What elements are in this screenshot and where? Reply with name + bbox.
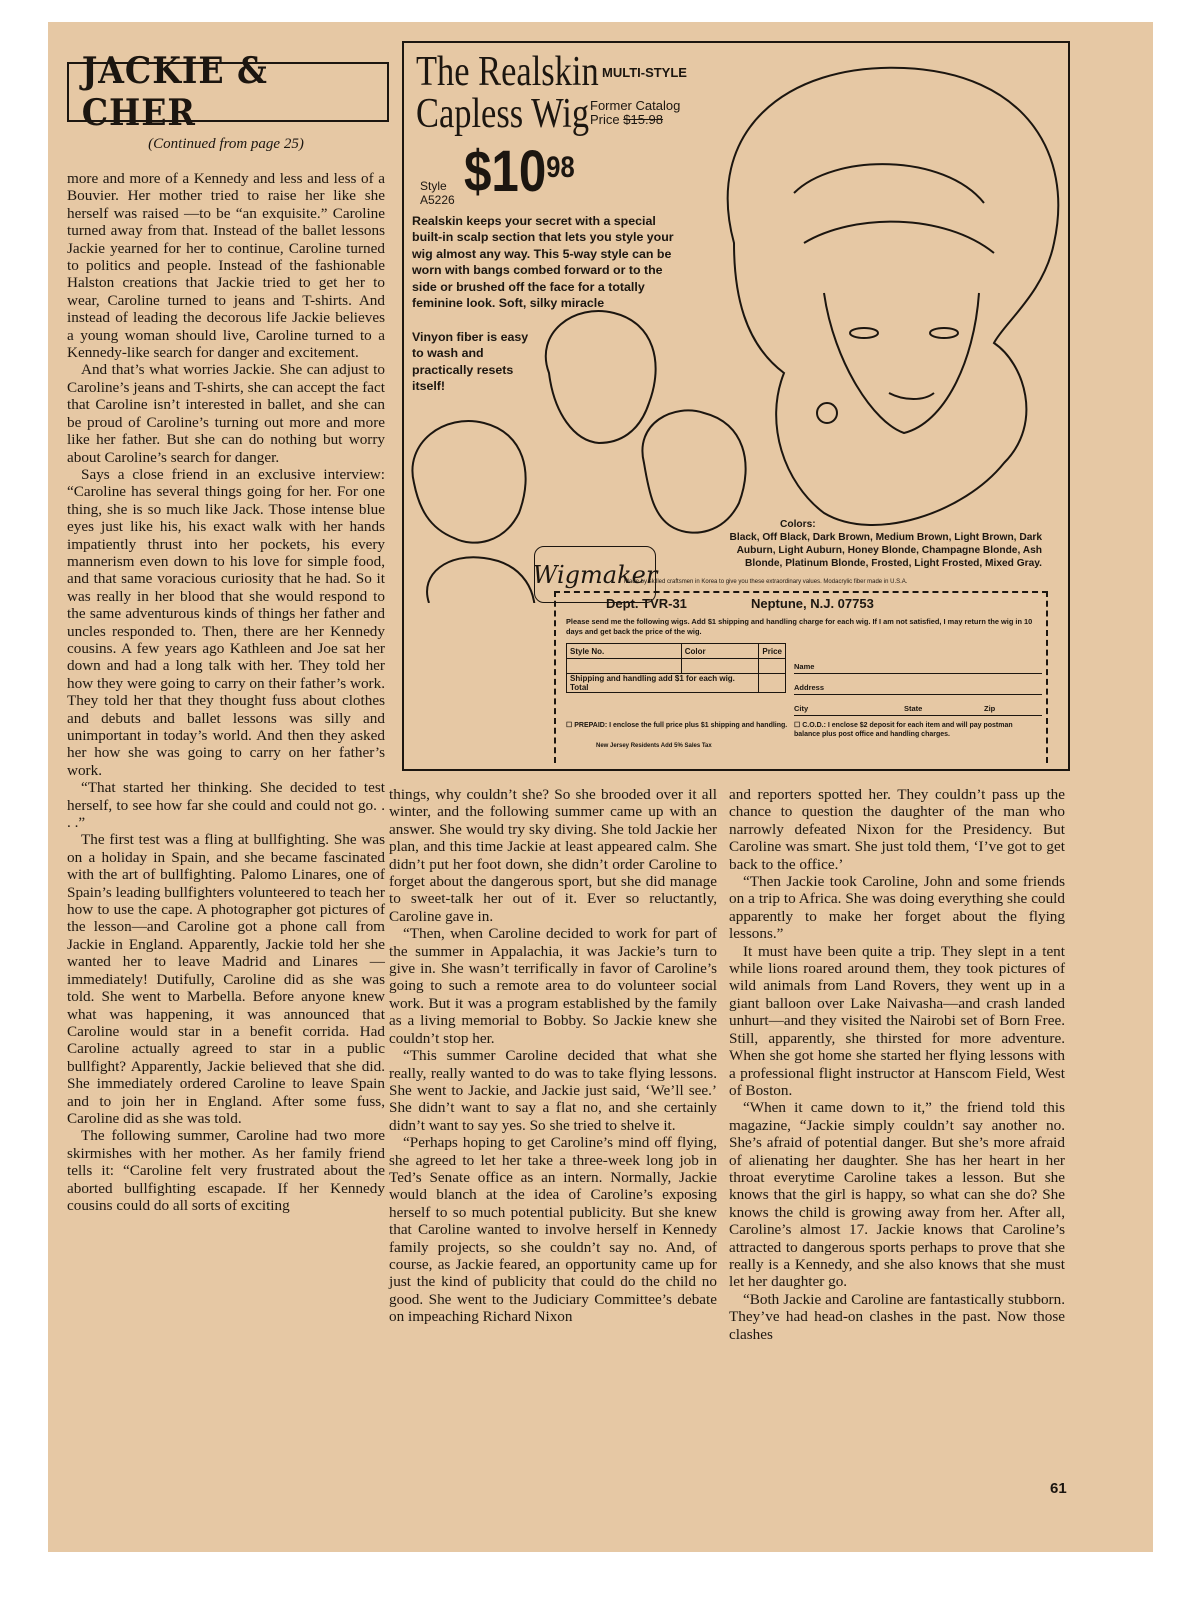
city-state-zip-field[interactable]: City State Zip <box>794 695 1042 716</box>
paragraph: Says a close friend in an exclusive interview: “Caroline has several things going for her. For one thing, she is so much like Jack. Those intense blue eyes just like his, his exact walk with her hands impatiently thrust into her pockets, his every mannerism even down to his love for simple food, and that same voracious curiosity that he had. So it was really in her blood that she would respond to the same adventurous kinds of things her father and uncles responded to. Then, there are her Kennedy cousins. A few years ago Kathleen and Joe sat her down and had a long talk with her. They told her how they were going to carry on their father’s work. They told her that they thought fuss about clothes and debuts and ballet lessons was silly and unimportant in today’s world. And then they asked her how she was going to carry on her father’s work. <box>67 465 385 779</box>
paragraph: more and more of a Kennedy and less and less of a Bouvier. Her mother tried to raise her like she herself was raised —to be “an exquisite.” Caroline turned away from that. Instead of the ballet lessons Jackie yearned for her to continue, Caroline turned to politics and people. Instead of the fashionable Halston creations that Jackie tried to get her to wear, Caroline turned to jeans and T-shirts. And instead of leading the decorous life Jackie believes a young woman should live, Caroline turned to a Kennedy-like search for danger and excitement. <box>67 170 385 362</box>
cod-option[interactable]: ☐ C.O.D.: I enclose $2 deposit for each item and will pay postman balance plus post office and handling charges. <box>794 722 1013 738</box>
paragraph: “Then, when Caroline decided to work for part of the summer in Appalachia, it was Jackie’s turn to give in. She wasn’t terrifically in favor of Caroline’s going to such a remote area to do volunteer social work. But it was a program established by the family as a living memorial to Bobby. So Jackie knew she couldn’t stop her. <box>389 925 717 1047</box>
coupon-location: Neptune, N.J. 07753 <box>751 596 874 611</box>
wigmaker-logo: Wigmaker <box>534 546 656 603</box>
paragraph: and reporters spotted her. They couldn’t pass up the chance to question the daughter of the man who narrowly defeated Nixon for the Presidency. But Caroline was smart. She just told them, ‘I’ve got to get back to the office.’ <box>729 786 1065 873</box>
paragraph: “When it came down to it,” the friend told this magazine, “Jackie simply couldn’t say another no. She’s afraid of potential danger. But she’s more afraid of alienating her daughter. She has her heart in her throat everytime Caroline takes a lesson. But she knows that the girl is happy, so what can she do? She knows the child is growing away from her. After all, Caroline’s almost 17. Jackie knows that Caroline’s attracted to dangerous sports perhaps to prove that she really is a Kennedy, and she also knows that she must let her daughter go. <box>729 1099 1065 1291</box>
paragraph: The following summer, Caroline had two more skirmishes with her mother. As her family friend tells it: “Caroline felt very frustrated about the aborted bullfighting escapade. If her Kennedy cousins could do all sorts of exciting <box>67 1127 385 1214</box>
article-title: JACKIE & CHER <box>81 50 268 134</box>
page-number: 61 <box>1050 1480 1067 1497</box>
ad-description: Realskin keeps your secret with a special built-in scalp section that lets you style your wig almost any way. This 5-way style can be worn with bangs combed forward or to the side or brushed off the face for a totally feminine look. Soft, silky miracle <box>412 214 674 311</box>
paragraph: things, why couldn’t she? So she brooded over it all winter, and the following summer came up with an answer. She would try sky diving. She told Jackie her plan, and this time Jackie at least appeared calm. She didn’t put her foot down, she didn’t order Caroline to forget about the dangerous sport, but she did manage to sweet-talk her out of it. Ever so reluctantly, Caroline gave in. <box>389 786 717 925</box>
order-cell[interactable] <box>681 659 759 674</box>
coupon-dept: Dept. TVR-31 <box>606 596 687 611</box>
small-wig-4 <box>427 557 535 603</box>
paragraph: “That started her thinking. She decided to test herself, to see how far she could and could not go. . . .” <box>67 779 385 832</box>
coupon-instructions: Please send me the following wigs. Add $1 shipping and handling charge for each wig. If I am not satisfied, I may return the wig in 10 days and get back the price of the wig. <box>566 617 1033 636</box>
paragraph: “Perhaps hoping to get Caroline’s mind off flying, she agreed to let her take a three-week long job in Ted’s Senate office as an intern. Normally, Jackie would blanch at the idea of Caroline’s exposing herself to so much potential publicity. But she knew that Caroline wanted to involve herself in Kennedy family projects, so she couldn’t say no. And, of course, as Jackie feared, an opportunity came up for just the kind of publicity that could do the child no good. She went to the Judiciary Committee’s debate on impeaching Richard Nixon <box>389 1134 717 1326</box>
small-wig-3 <box>642 410 745 532</box>
address-fields[interactable] <box>794 653 1042 716</box>
large-wig-outline <box>728 68 1059 525</box>
order-cell[interactable] <box>759 659 786 674</box>
paragraph: “This summer Caroline decided that what she really, really wanted to do was to take flying lessons. She went to Jackie, and Jackie just said, ‘We’ll see.’ She didn’t want to say a flat no, and she certainly didn’t want to say yes. So she tried to shelve it. <box>389 1047 717 1134</box>
total-cell[interactable] <box>759 674 786 693</box>
header-color: Color <box>681 644 759 659</box>
paragraph: The first test was a fling at bullfighting. She was on a holiday in Spain, and she became fascinated with the art of bullfighting. Palomo Linares, one of Spain’s leading bullfighters volunteered to teach her how to use the cape. A photographer got pictures of the lesson—and Caroline got a phone call from Jackie in England. Apparently, Jackie told her she wanted her to leave Madrid and Linares —immediately! Dutifully, Caroline did as she was told. She went to Marbella. Before anyone knew what was happening, it was announced that Caroline would star in a benefit corrida. Had Caroline actually agreed to star in a public bullfight? Apparently, Jackie believed that she did. She immediately ordered Caroline to leave Spain and to join her in England. After some fuss, Caroline did as she was told. <box>67 831 385 1127</box>
nj-tax-note: New Jersey Residents Add 5% Sales Tax <box>596 743 712 749</box>
paragraph: “Both Jackie and Caroline are fantastically stubborn. They’ve had head-on clashes in the past. Now those clashes <box>729 1290 1065 1343</box>
order-table[interactable] <box>566 643 786 693</box>
ad-made-by: Made by skilled craftsmen in Korea to give you these extraordinary values. Modacrylic fiber made in U.S.A. <box>624 579 908 585</box>
header-price: Price <box>759 644 786 659</box>
small-wig-2 <box>412 421 525 543</box>
ad-title: The Realskin Capless Wig <box>416 49 599 137</box>
paragraph: “Then Jackie took Caroline, John and some friends on a trip to Africa. She was doing everything she could apparently to make her forget about the flying lessons.” <box>729 873 1065 943</box>
article-title-box <box>67 50 389 134</box>
article-column-3 <box>729 786 1065 1343</box>
ad-multi-style: MULTI-STYLE <box>602 65 687 80</box>
continued-note: (Continued from page 25) <box>148 136 304 152</box>
name-field[interactable]: Name <box>794 653 1042 674</box>
order-coupon[interactable] <box>554 591 1048 763</box>
article-column-1 <box>67 170 385 1214</box>
ad-description-2: Vinyon fiber is easy to wash and practically resets itself! <box>412 330 529 394</box>
prepaid-option[interactable]: ☐ PREPAID: I enclose the full price plus $1 shipping and handling. <box>566 722 788 729</box>
shipping-cell: Shipping and handling add $1 for each wig. Total <box>567 674 759 693</box>
article-column-2 <box>389 786 717 1326</box>
header-style: Style No. <box>567 644 682 659</box>
ad-style-code: Style A5226 <box>420 179 455 207</box>
ad-colors: Colors: Black, Off Black, Dark Brown, Medium Brown, Light Brown, Dark Auburn, Light Auburn, Honey Blonde, Champagne Blonde, Ash Blonde, Platinum Blonde, Frosted, Light Frosted, Mixed Gray. <box>729 519 1042 569</box>
paragraph: And that’s what worries Jackie. She can adjust to Caroline’s jeans and T-shirts, she can accept the fact that Caroline isn’t interested in ballet, and she can be proud of Caroline’s turning out more and more like her father. But she can do nothing but worry about Caroline’s search for danger. <box>67 361 385 466</box>
wig-advertisement <box>402 41 1070 771</box>
small-wig-1 <box>546 311 656 443</box>
ad-price: $\$10^{98}$ <box>464 139 575 204</box>
ad-former-price: Former Catalog Price $15.98 <box>590 98 681 127</box>
order-cell[interactable] <box>567 659 682 674</box>
paragraph: It must have been quite a trip. They slept in a tent while lions roared around them, they took pictures of wild animals from Land Rovers, they went up in a giant balloon over Lake Naivasha—and crash landed unhurt—and they visited the Nairobi set of Born Free. Still, apparently, she thirsted for more adventure. When she got home she started her flying lessons with a professional flight instructor at Hanscom Field, West of Boston. <box>729 942 1065 1099</box>
address-field[interactable]: Address <box>794 674 1042 695</box>
